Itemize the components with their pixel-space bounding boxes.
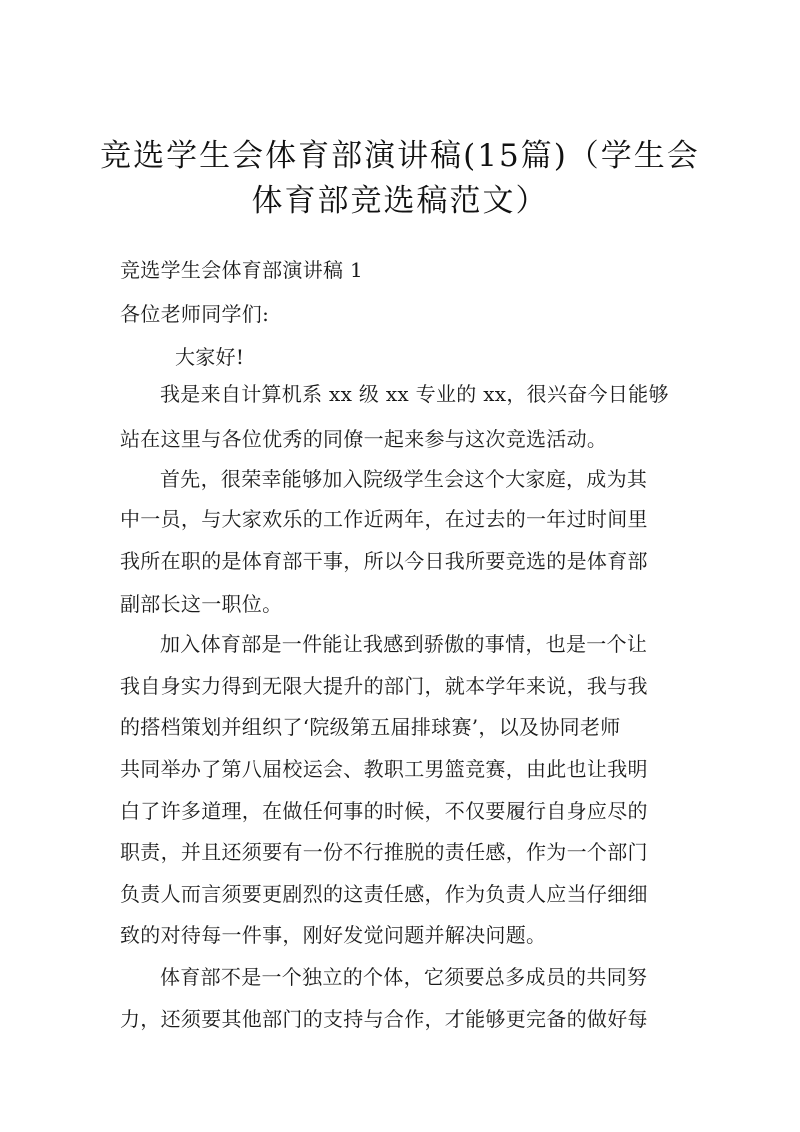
paragraph-line: 我是来自计算机系 xx 级 xx 专业的 xx，很兴奋今日能够 bbox=[160, 382, 669, 406]
paragraph-line: 加入体育部是一件能让我感到骄傲的事情，也是一个让 bbox=[160, 632, 648, 656]
greeting: 大家好! bbox=[175, 345, 245, 369]
salutation: 各位老师同学们: bbox=[120, 302, 270, 326]
paragraph-line: 职责，并且还须要有一份不行推脱的责任感，作为一个部门 bbox=[120, 840, 648, 864]
paragraph-line: 白了许多道理，在做任何事的时候，不仅要履行自身应尽的 bbox=[120, 799, 648, 823]
paragraph-line: 中一员，与大家欢乐的工作近两年，在过去的一年过时间里 bbox=[120, 507, 648, 531]
paragraph-line: 致的对待每一件事，刚好发觉问题并解决问题。 bbox=[120, 923, 547, 947]
paragraph-line: 共同举办了第八届校运会、教职工男篮竞赛，由此也让我明 bbox=[120, 757, 648, 781]
paragraph-line: 体育部不是一个独立的个体，它须要总多成员的共同努 bbox=[160, 965, 648, 989]
paragraph-line: 我所在职的是体育部干事，所以今日我所要竞选的是体育部 bbox=[120, 549, 648, 573]
document-title-line-1: 竞选学生会体育部演讲稿(15篇)（学生会 bbox=[100, 138, 700, 174]
paragraph-line: 我自身实力得到无限大提升的部门，就本学年来说，我与我 bbox=[120, 674, 648, 698]
paragraph-line: 副部长这一职位。 bbox=[120, 592, 283, 616]
paragraph-line: 力，还须要其他部门的支持与合作，才能够更完备的做好每 bbox=[120, 1007, 648, 1031]
section-heading: 竞选学生会体育部演讲稿 1 bbox=[120, 258, 363, 282]
paragraph-line: 的搭档策划并组织了‘院级第五届排球赛’，以及协同老师 bbox=[120, 715, 621, 739]
paragraph-line: 负责人而言须要更剧烈的这责任感，作为负责人应当仔细细 bbox=[120, 882, 648, 906]
paragraph-line: 站在这里与各位优秀的同僚一起来参与这次竞选活动。 bbox=[120, 427, 608, 451]
document-title-line-2: 体育部竞选稿范文） bbox=[251, 183, 549, 219]
paragraph-line: 首先，很荣幸能够加入院级学生会这个大家庭，成为其 bbox=[160, 467, 648, 491]
